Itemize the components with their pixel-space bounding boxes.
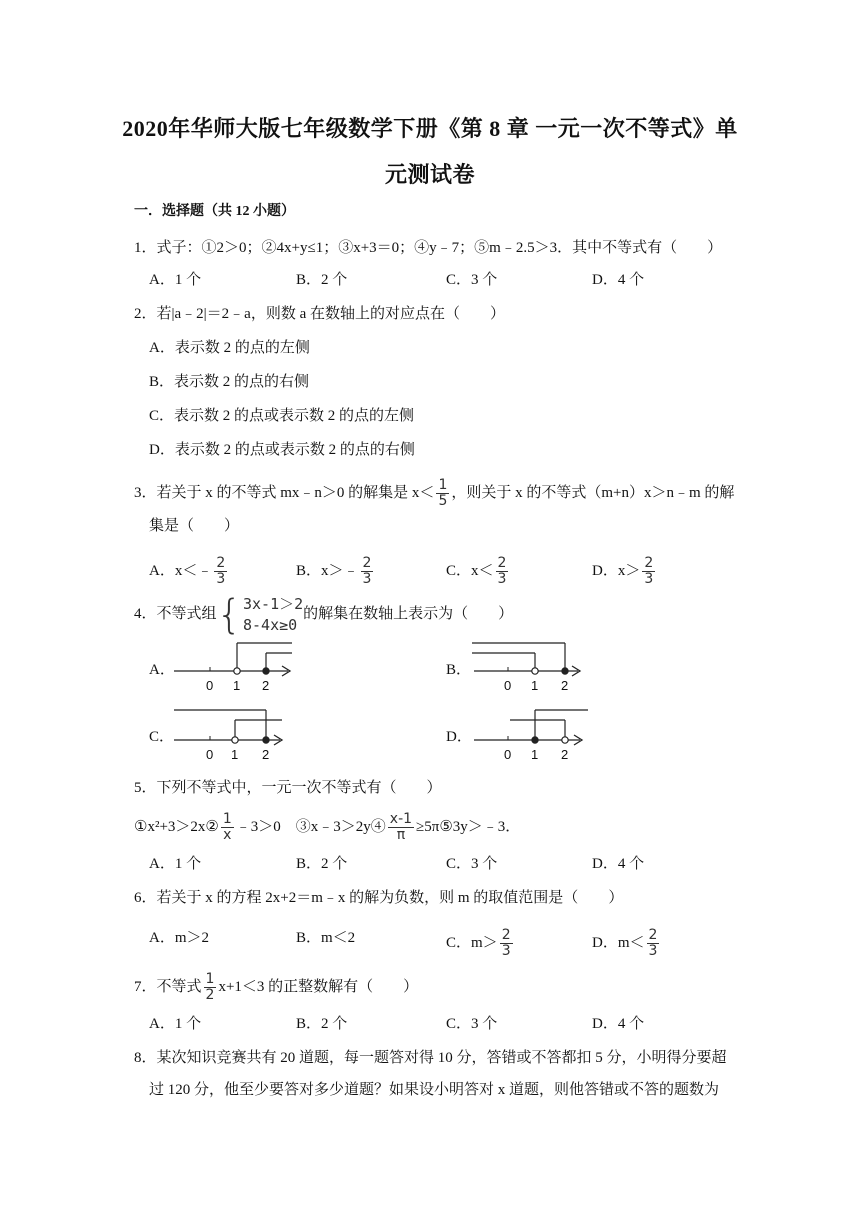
svg-text:2: 2: [262, 747, 270, 762]
question-5-expressions: ①x²+3＞2x② $\frac{1}{x}$ ﹣3＞0 ③x﹣3＞2y④ $\frac{x-1}{\pi}$ ≥5π⑤3y＞﹣3．: [134, 811, 521, 843]
option-a: A．m＞2: [149, 930, 210, 946]
number-line-c: [170, 705, 290, 765]
svg-text:0: 0: [206, 678, 214, 693]
option-d: D．: [446, 729, 472, 745]
question-3: [134, 478, 734, 509]
question-2: [134, 304, 505, 324]
option-c: C．3 个: [446, 1016, 498, 1032]
option-b: B．2 个: [296, 272, 348, 288]
question-text: 若|a﹣2|＝2﹣a，则数 a 在数轴上的对应点在（ ）: [156, 306, 505, 322]
section-heading: 一．选择题（共 12 小题）: [134, 204, 295, 219]
option-a: A．x＜﹣ $\frac{2}{3}$: [149, 555, 226, 587]
option-c: C．3 个: [446, 856, 498, 872]
option-d: D．表示数 2 的点或表示数 2 的点的右侧: [149, 442, 415, 458]
question-text-cont: 的解集在数轴上表示为（ ）: [303, 606, 514, 622]
option-d: D．x＞ $\frac{2}{3}$: [592, 555, 654, 587]
question-number: 4．: [134, 606, 157, 622]
question-5: [134, 778, 442, 798]
option-b: B．表示数 2 的点的右侧: [149, 374, 310, 390]
option-c: C．3 个: [446, 272, 498, 288]
option-a: A．1 个: [149, 856, 202, 872]
option-c: C．表示数 2 的点或表示数 2 的点的左侧: [149, 408, 415, 424]
question-8: [134, 1048, 727, 1068]
svg-text:1: 1: [231, 747, 239, 762]
option-d: D．m＜ $\frac{2}{3}$: [592, 927, 658, 959]
question-number: 1．: [134, 240, 157, 256]
question-number: 3．: [134, 484, 157, 501]
option-c: C．m＞ $\frac{2}{3}$: [446, 927, 511, 959]
svg-text:1: 1: [531, 678, 539, 693]
option-d: D．4 个: [592, 1016, 645, 1032]
option-b: B．2 个: [296, 856, 348, 872]
option-b: B．2 个: [296, 1016, 348, 1032]
page-title-line2: 元测试卷: [384, 162, 475, 187]
svg-text:0: 0: [504, 747, 512, 762]
svg-text:2: 2: [561, 747, 569, 762]
question-1: [134, 238, 722, 258]
page-title-line1: 2020年华师大版七年级数学下册《第 8 章 一元一次不等式》单: [122, 116, 738, 141]
question-number: 2．: [134, 306, 157, 322]
option-a: A．1 个: [149, 1016, 202, 1032]
svg-text:0: 0: [504, 678, 512, 693]
question-text: 若关于 x 的不等式 mx﹣n＞0 的解集是 x＜: [156, 484, 435, 501]
svg-text:2: 2: [262, 678, 270, 693]
question-3-line2: 集是（ ）: [149, 518, 240, 534]
question-6: [134, 888, 623, 908]
question-text: 某次知识竞赛共有 20 道题，每一题答对得 10 分，答错或不答都扣 5 分，小明得分要超: [156, 1050, 727, 1066]
option-c: C．: [149, 729, 175, 745]
svg-text:2: 2: [561, 678, 569, 693]
question-text: 若关于 x 的方程 2x+2＝m﹣x 的解为负数，则 m 的取值范围是（ ）: [156, 890, 624, 906]
question-8-line2: 过 120 分，他至少要答对多少道题？如果设小明答对 x 道题，则他答错或不答的题数为: [149, 1082, 720, 1098]
question-text: 下列不等式中，一元一次不等式有（ ）: [156, 780, 442, 796]
option-a: A．: [149, 662, 175, 678]
svg-text:1: 1: [531, 747, 539, 762]
option-b: B．x＞﹣ $\frac{2}{3}$: [296, 555, 372, 587]
question-text-cont: ，则关于 x 的不等式（m+n）x＞n﹣m 的解: [451, 484, 735, 501]
question-text: 不等式组: [156, 606, 217, 622]
number-line-b: [470, 638, 590, 698]
question-number: 7．: [134, 978, 157, 995]
left-brace-icon: {: [216, 591, 242, 638]
fraction: $\frac{1}{x}$: [222, 811, 232, 843]
question-7: 7．不等式 $\frac{1}{2}$ x+1＜3 的正整数解有（ ）: [134, 971, 419, 1003]
question-number: 8．: [134, 1050, 157, 1066]
option-b: B．m＜2: [296, 930, 356, 946]
question-number: 6．: [134, 890, 157, 906]
fraction: $\frac{x-1}{\pi}$: [389, 811, 413, 843]
svg-text:1: 1: [233, 678, 241, 693]
question-number: 5．: [134, 780, 157, 796]
inequality-system: { 3x-1＞2 8-4x≥0: [216, 591, 304, 638]
fraction: $\frac{1}{5}$: [438, 477, 448, 509]
question-4: [134, 592, 513, 636]
option-a: A．1 个: [149, 272, 202, 288]
option-b: B．: [446, 662, 472, 678]
option-d: D．4 个: [592, 272, 645, 288]
option-c: C．x＜ $\frac{2}{3}$: [446, 555, 507, 587]
option-a: A．表示数 2 的点的左侧: [149, 340, 310, 356]
option-d: D．4 个: [592, 856, 645, 872]
fraction: $\frac{1}{2}$: [205, 971, 215, 1003]
number-line-d: [470, 705, 595, 765]
question-text: 式子：①2＞0；②4x+y≤1；③x+3＝0；④y﹣7；⑤m﹣2.5＞3．其中不等式有（ ）: [156, 240, 723, 256]
svg-text:0: 0: [206, 747, 214, 762]
number-line-a: [170, 638, 300, 698]
